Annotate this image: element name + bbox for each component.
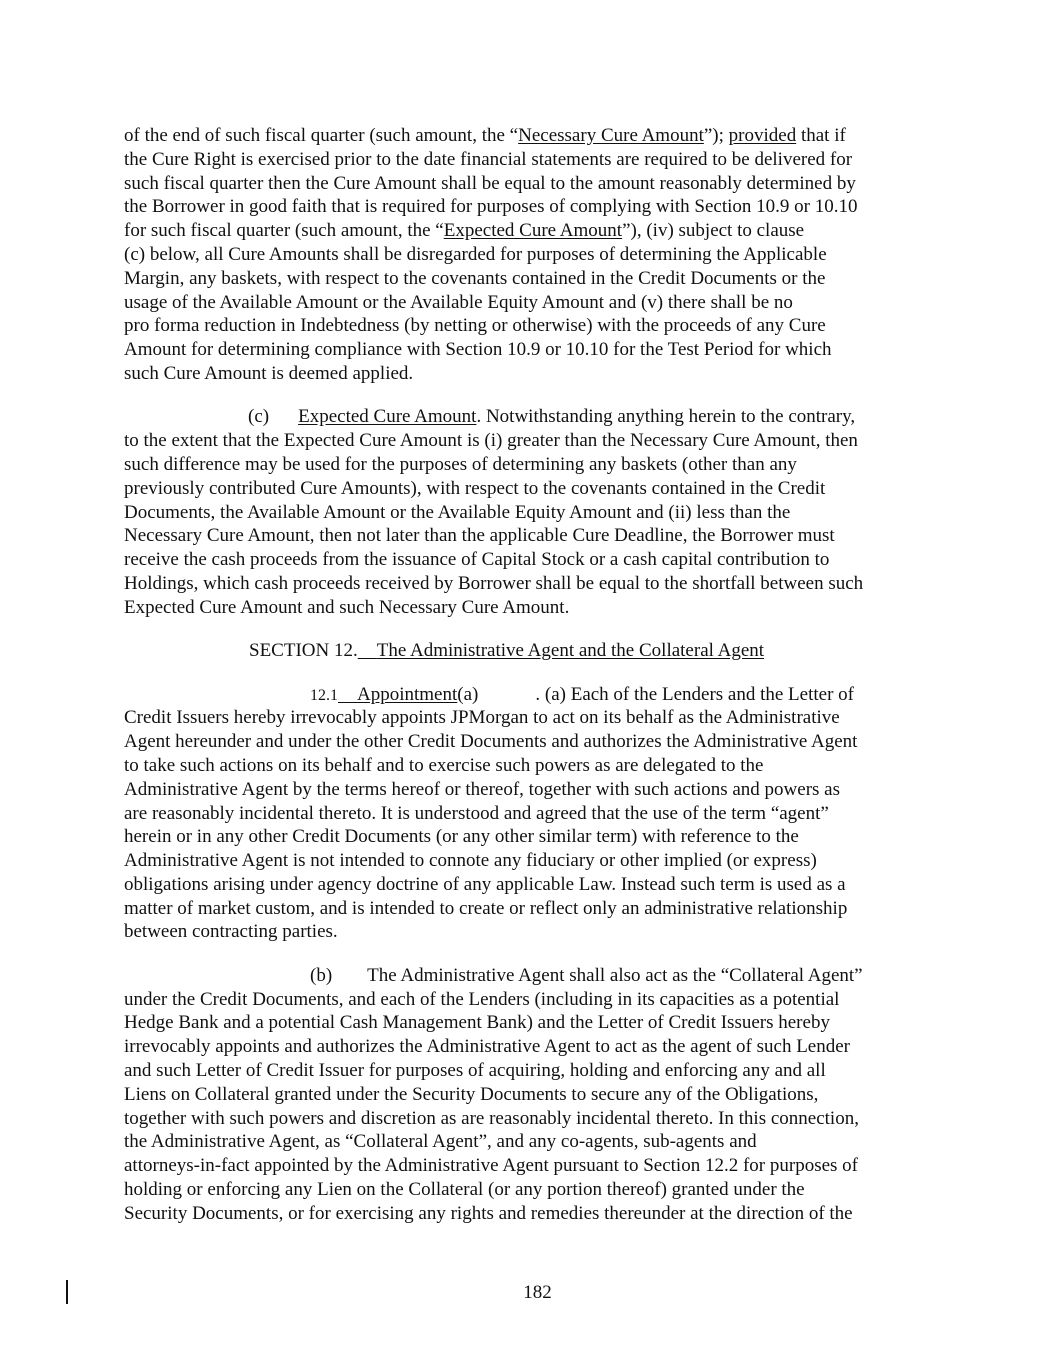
text-line: Agent hereunder and under the other Credit Documents and authorizes the Administrative Agent <box>124 731 858 753</box>
text-line: herein or in any other Credit Documents (or any other similar term) with reference to the <box>124 826 799 848</box>
text-line: under the Credit Documents, and each of the Lenders (including in its capacities as a potential <box>124 988 840 1010</box>
paragraph-b-collateral-agent <box>124 964 924 1226</box>
text-line: such fiscal quarter then the Cure Amount shall be equal to the amount reasonably determined by <box>124 172 856 194</box>
text-line: for such fiscal quarter (such amount, the “Expected Cure Amount”), (iv) subject to clause <box>124 220 805 242</box>
subsection-sub-marker: (a) <box>457 683 479 705</box>
term-provided: provided <box>728 125 797 146</box>
document-page <box>124 124 924 1226</box>
text-line: Holdings, which cash proceeds received by Borrower shall be equal to the shortfall between such <box>124 572 864 594</box>
text-line: attorneys-in-fact appointed by the Administrative Agent pursuant to Section 12.2 for purposes of <box>124 1155 858 1177</box>
text-line: holding or enforcing any Lien on the Collateral (or any portion thereof) granted under the <box>124 1179 805 1201</box>
text-line: previously contributed Cure Amounts), with respect to the covenants contained in the Credit <box>124 477 826 499</box>
text-line: (c) below, all Cure Amounts shall be disregarded for purposes of determining the Applicable <box>124 243 827 265</box>
text-line: of the end of such fiscal quarter (such amount, the “Necessary Cure Amount”); provided that if <box>124 125 846 146</box>
text-line: Hedge Bank and a potential Cash Management Bank) and the Letter of Credit Issuers hereby <box>124 1012 830 1034</box>
text-line: matter of market custom, and is intended to create or reflect only an administrative relationship <box>124 897 848 919</box>
text-line: 12.1 Appointment(a) . (a) Each of the Lenders and the Letter of <box>310 683 854 705</box>
section-number: SECTION 12. <box>249 640 358 662</box>
clause-heading: Expected Cure Amount <box>298 406 477 428</box>
text-line: to the extent that the Expected Cure Amount is (i) greater than the Necessary Cure Amount, then <box>124 430 858 452</box>
text-line: together with such powers and discretion as are reasonably incidental thereto. In this connection, <box>124 1107 859 1129</box>
text-line: pro forma reduction in Indebtedness (by netting or otherwise) with the proceeds of any Cure <box>124 315 826 337</box>
paragraph-cure-right-continuation <box>124 124 924 386</box>
section-title: The Administrative Agent and the Collateral Agent <box>376 640 765 662</box>
text-line: Amount for determining compliance with Section 10.9 or 10.10 for the Test Period for which <box>124 339 832 361</box>
text-line: Credit Issuers hereby irrevocably appoints JPMorgan to act on its behalf as the Administrative <box>124 707 840 729</box>
text-line: such Cure Amount is deemed applied. <box>124 362 414 384</box>
subsection-number: 12.1 <box>310 686 338 704</box>
text-line: to take such actions on its behalf and to exercise such powers as are delegated to the <box>124 754 764 776</box>
text-line: (c) Expected Cure Amount. Notwithstanding anything herein to the contrary, <box>248 406 856 428</box>
text-line: obligations arising under agency doctrine of any applicable Law. Instead such term is used as a <box>124 873 846 895</box>
text-line: the Borrower in good faith that is required for purposes of complying with Section 10.9 or 10.10 <box>124 196 858 218</box>
text-line: Security Documents, or for exercising any rights and remedies thereunder at the direction of the <box>124 1202 853 1224</box>
defined-term-necessary-cure-amount: Necessary Cure Amount <box>518 125 704 146</box>
text-line: (b) The Administrative Agent shall also act as the “Collateral Agent” <box>310 964 863 986</box>
text-line: Liens on Collateral granted under the Security Documents to secure any of the Obligations, <box>124 1083 819 1105</box>
text-line: Margin, any baskets, with respect to the covenants contained in the Credit Documents or the <box>124 267 826 289</box>
defined-term-expected-cure-amount: Expected Cure Amount <box>443 220 623 242</box>
text-line: Documents, the Available Amount or the Available Equity Amount and (ii) less than the <box>124 501 791 523</box>
text-line: such difference may be used for the purposes of determining any baskets (other than any <box>124 453 797 475</box>
clause-label: (b) <box>310 964 333 986</box>
text-line: irrevocably appoints and authorizes the Administrative Agent to act as the agent of such Lender <box>124 1036 850 1058</box>
subsection-heading: Appointment <box>357 683 458 705</box>
text-line: usage of the Available Amount or the Available Equity Amount and (v) there shall be no <box>124 291 793 313</box>
text-line: are reasonably incidental thereto. It is understood and agreed that the use of the term “agent” <box>124 802 829 824</box>
text-line: Necessary Cure Amount, then not later than the applicable Cure Deadline, the Borrower must <box>124 525 835 547</box>
text-line: the Cure Right is exercised prior to the date financial statements are required to be delivered for <box>124 148 853 170</box>
paragraph-expected-cure-amount <box>124 405 924 619</box>
text-line: receive the cash proceeds from the issuance of Capital Stock or a cash capital contribution to <box>124 549 830 571</box>
text-line: between contracting parties. <box>124 921 338 943</box>
clause-label: (c) <box>248 406 270 428</box>
paragraph-12-1-appointment <box>124 683 924 945</box>
text-line: the Administrative Agent, as “Collateral Agent”, and any co-agents, sub-agents and <box>124 1131 757 1153</box>
text-line: and such Letter of Credit Issuer for purposes of acquiring, holding and enforcing any and all <box>124 1060 826 1082</box>
section-heading <box>124 639 924 663</box>
text-line: Administrative Agent is not intended to connote any fiduciary or other implied (or express) <box>124 850 817 872</box>
text-line: Administrative Agent by the terms hereof or thereof, together with such actions and powers as <box>124 778 840 800</box>
page-number: 182 <box>523 1282 552 1303</box>
section-title-underlined <box>358 640 764 661</box>
text-line: Expected Cure Amount and such Necessary Cure Amount. <box>124 596 570 618</box>
